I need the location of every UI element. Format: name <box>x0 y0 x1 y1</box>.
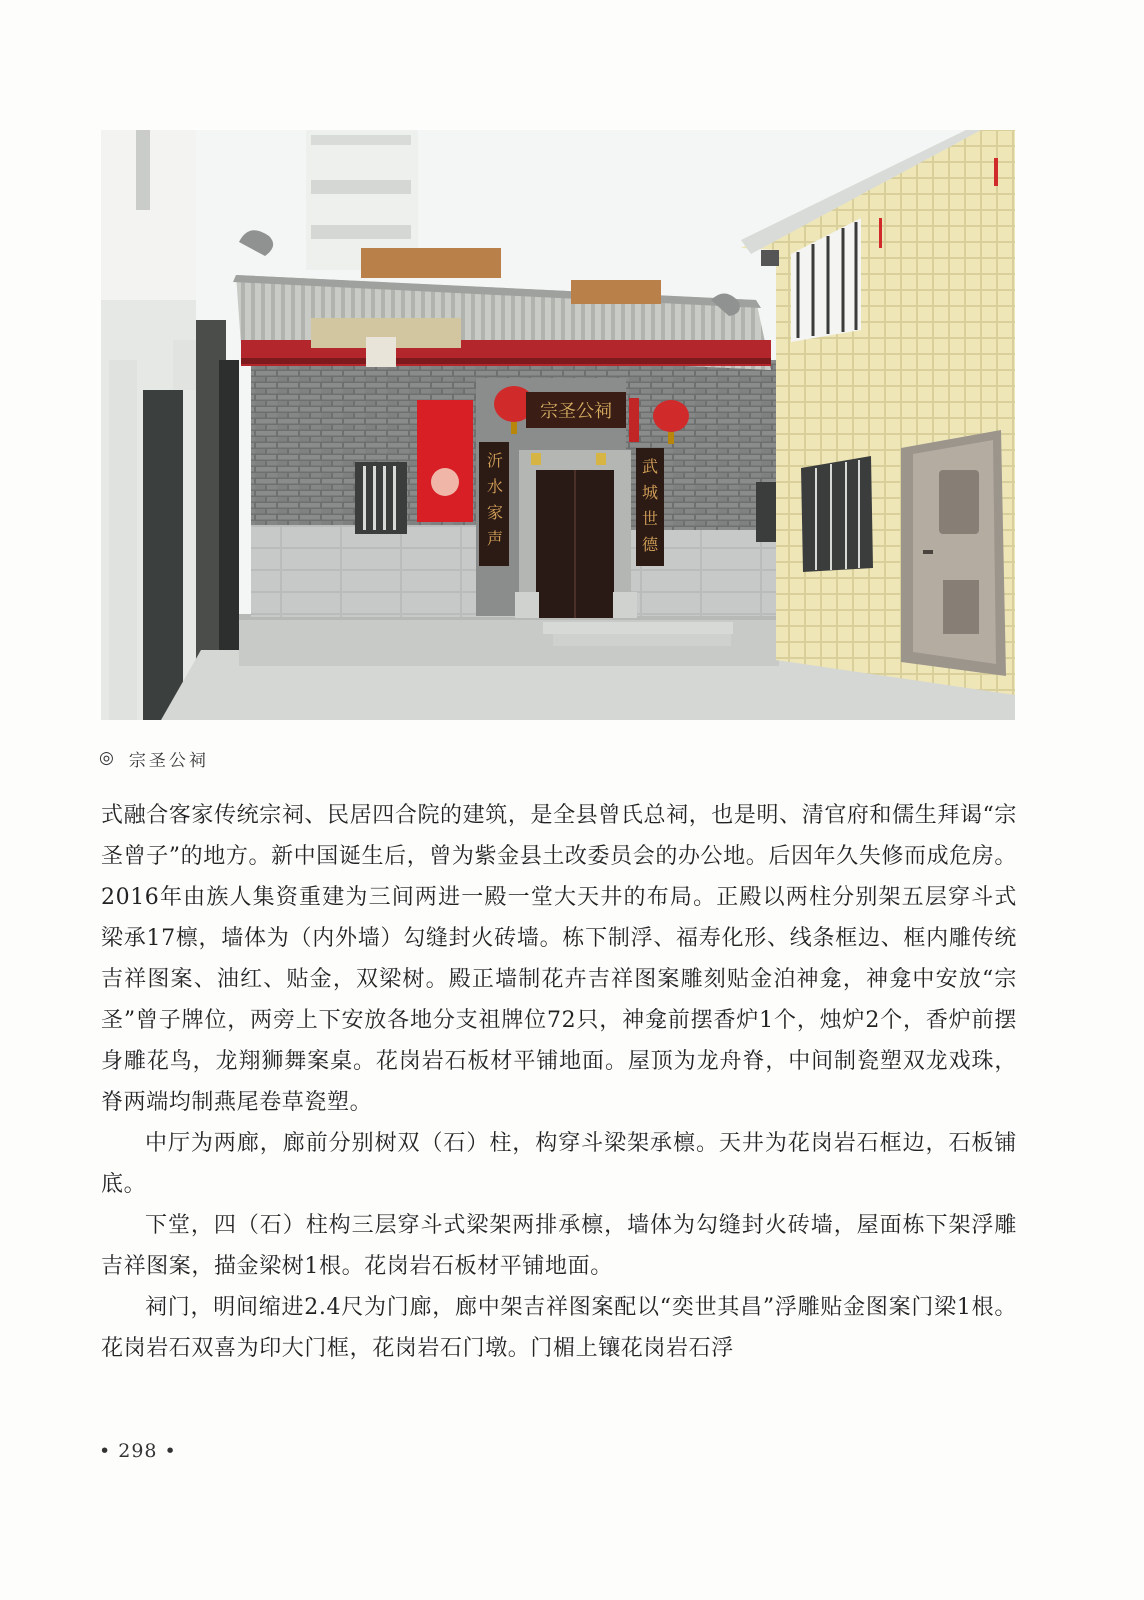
ancestral-hall-photo <box>101 130 1015 720</box>
photo-caption <box>99 745 209 771</box>
plaque-text: 宗圣公祠 <box>540 401 612 422</box>
paragraph: 祠门，明间缩进2.4尺为门廊，廊中架吉祥图案配以“奕世其昌”浮雕贴金图案门梁1根。花岗岩石双喜为印大门框，花岗岩石门墩。门楣上镶花岗岩石浮 <box>101 1295 1017 1361</box>
couplet-left: 沂水家声 <box>487 451 504 548</box>
caption-text: 宗圣公祠 <box>128 750 209 771</box>
article-body <box>101 795 1017 1369</box>
paragraph: 中厅为两廊，廊前分别树双（石）柱，构穿斗梁架承檩。天井为花岗岩石框边，石板铺底。 <box>101 1131 1017 1197</box>
paragraph: 式融合客家传统宗祠、民居四合院的建筑，是全县曾氏总祠，也是明、清官府和儒生拜谒“宗圣曾子”的地方。新中国诞生后，曾为紫金县土改委员会的办公地。后因年久失修而成危房。2016年由族人集资重建为三间两进一殿一堂大天井的布局。正殿以两柱分别架五层穿斗式梁承17檩，墙体为（内外墙）勾缝封火砖墙。栋下制浮、福寿化形、线条框边、框内雕传统吉祥图案、油红、贴金，双梁树。殿正墙制花卉吉祥图案雕刻贴金泊神龛，神龛中安放“宗圣”曾子牌位，两旁上下安放各地分支祖牌位72只，神龛前摆香炉1个，烛炉2个，香炉前摆身雕花鸟，龙翔狮舞案桌。花岗岩石板材平铺地面。屋顶为龙舟脊，中间制瓷塑双龙戏珠，脊两端均制燕尾卷草瓷塑。 <box>101 803 1017 1115</box>
page-number: • 298 • <box>99 1440 177 1462</box>
couplet-right: 武城世德 <box>642 457 659 554</box>
caption-mark: ◎ <box>99 748 117 768</box>
paragraph: 下堂，四（石）柱构三层穿斗式梁架两排承檩，墙体为勾缝封火砖墙，屋面栋下架浮雕吉祥图案，描金梁树1根。花岗岩石板材平铺地面。 <box>101 1213 1017 1279</box>
